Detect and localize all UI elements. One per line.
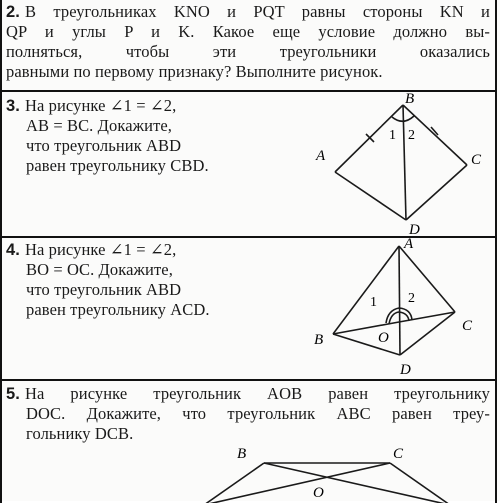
problem-line: равными по первому признаку? Выполните рисунок. (6, 62, 383, 81)
problem-3-text (6, 96, 209, 176)
label-angle-2: 2 (408, 128, 415, 143)
label-b: B (405, 91, 415, 107)
label-o: O (313, 485, 324, 501)
cell-border (0, 92, 2, 236)
label-b: B (314, 332, 324, 348)
cell-border (0, 0, 2, 90)
problem-line: равен треугольнику ACD. (26, 300, 210, 319)
problem-number: 5. (6, 385, 20, 403)
cell-border (0, 238, 2, 379)
problem-line: BO = OC. Докажите, (26, 260, 173, 279)
problem-line-text: На рисунке ∠1 = ∠2, (24, 240, 177, 259)
cell-border (495, 381, 497, 503)
segment-cd (390, 463, 450, 503)
problem-line (6, 240, 210, 260)
problem-line (6, 96, 209, 116)
label-c: C (462, 318, 473, 334)
label-a: A (404, 236, 414, 252)
label-c: C (393, 446, 404, 462)
problem-line: полняться, чтобы эти треугольники оказались (6, 42, 490, 61)
label-d: D (409, 222, 420, 238)
problem-5-text (6, 384, 490, 444)
segment-bd (333, 334, 400, 355)
cell-border (495, 238, 497, 379)
problem-line: что треугольник ABD (26, 136, 182, 155)
problem-line: AB = BC. Докажите, (26, 116, 173, 135)
problem-line-text: В треугольниках KNO и PQT равны стороны KN и (24, 2, 490, 21)
problem-5-cell (0, 379, 497, 503)
label-a: A (316, 148, 326, 164)
problem-line: DOC. Докажите, что треугольник ABC равен треу- (26, 404, 490, 423)
segment-ad (399, 246, 400, 355)
problem-number: 3. (6, 97, 20, 115)
label-angle-1: 1 (370, 295, 377, 310)
segment-ba (204, 463, 264, 503)
problem-line: QP и углы P и K. Какое еще условие должно вы- (6, 22, 490, 41)
problem-3-cell (0, 90, 497, 236)
problem-4-text (6, 240, 210, 320)
problem-line-text: На рисунке треугольник AOB равен треугольнику (24, 384, 490, 403)
problem-line (6, 384, 490, 404)
figure-rhombus (300, 90, 495, 238)
problem-line: что треугольник ABD (26, 280, 182, 299)
label-angle-1: 1 (389, 128, 396, 143)
segment-bd (264, 463, 450, 503)
segment-ad (335, 172, 406, 220)
label-d: D (400, 362, 411, 378)
segment-bd (403, 105, 406, 220)
problem-2-cell (0, 0, 497, 90)
problem-line: гольнику DCB. (26, 424, 134, 443)
problem-line: равен треугольнику CBD. (26, 156, 209, 175)
label-angle-2: 2 (408, 291, 415, 306)
segment-cd (406, 165, 467, 220)
cell-border (0, 381, 2, 503)
problem-line (6, 2, 490, 22)
cell-border (495, 92, 497, 236)
problem-number: 2. (6, 3, 20, 21)
label-c: C (471, 152, 482, 168)
cell-border (495, 0, 497, 90)
problem-line-text: На рисунке ∠1 = ∠2, (24, 96, 177, 115)
problem-4-cell (0, 236, 497, 379)
problem-2-text (6, 2, 490, 82)
figure-crossed-segments (200, 445, 460, 503)
label-b: B (237, 446, 247, 462)
label-o: O (378, 330, 389, 346)
problem-number: 4. (6, 241, 20, 259)
segment-ca (204, 463, 390, 503)
figure-pyramid (300, 234, 495, 380)
